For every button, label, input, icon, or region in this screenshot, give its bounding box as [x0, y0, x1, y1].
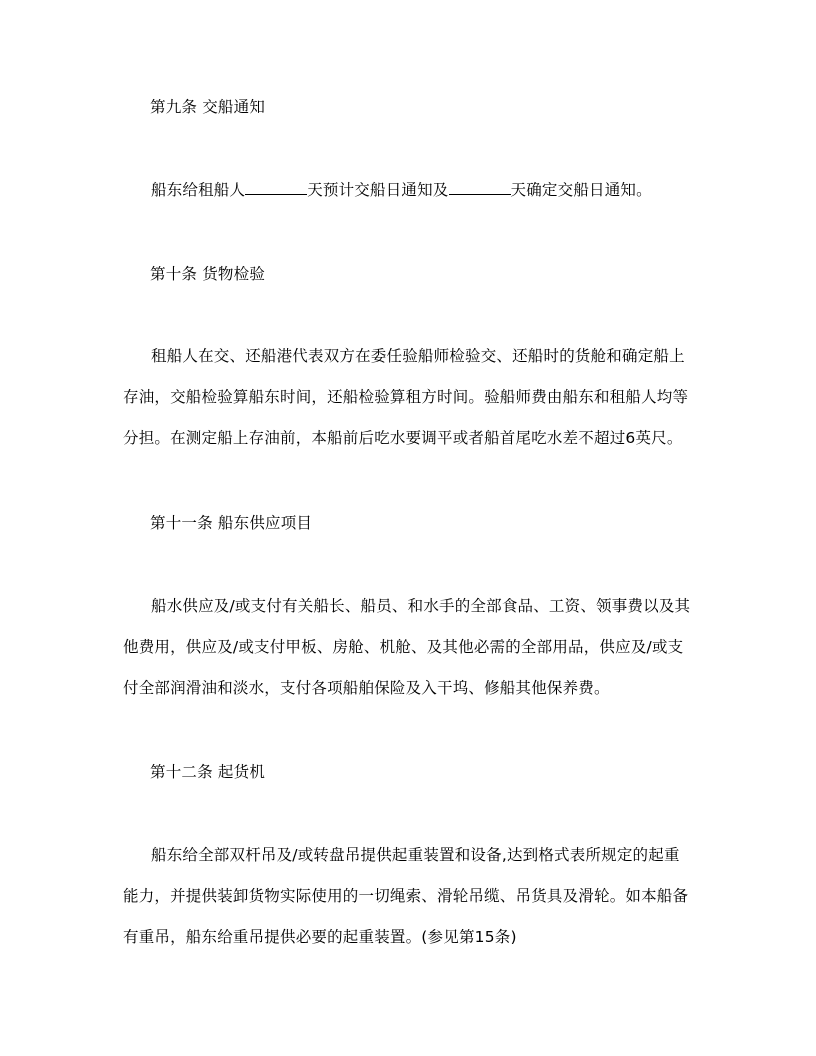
- article-11-line-1: 船水供应及/或支付有关船长、船员、和水手的全部食品、工资、领事费以及其: [151, 597, 691, 615]
- article-11-body: [123, 596, 703, 719]
- fill-in-blank-2: [449, 180, 511, 195]
- article-11-line-3: 付全部润滑油和淡水，支付各项船舶保险及入干坞、修船其他保养费。: [123, 679, 610, 697]
- article-10-line-2: 存油，交船检验算船东时间，还船检验算租方时间。验船师费由船东和租船人均等: [123, 388, 689, 406]
- article-9-text-part-1: 船东给租船人: [151, 181, 246, 199]
- article-9-body: [151, 180, 652, 200]
- article-10-heading: 第十条 货物检验: [150, 265, 266, 283]
- article-9-text-part-3: 天确定交船日通知。: [510, 181, 652, 199]
- article-10-line-3: 分担。在测定船上存油前，本船前后吃水要调平或者船首尾吃水差不超过6英尺。: [123, 429, 683, 447]
- article-12-heading: 第十二条 起货机: [150, 763, 266, 781]
- article-9-heading: 第九条 交船通知: [150, 98, 266, 116]
- article-9-text-part-2: 天预计交船日通知及: [307, 181, 449, 199]
- article-12-line-3: 有重吊，船东给重吊提供必要的起重装置。(参见第15条): [123, 928, 517, 946]
- article-12-line-2: 能力，并提供装卸货物实际使用的一切绳索、滑轮吊缆、吊货具及滑轮。如本船备: [123, 887, 689, 905]
- article-10-line-1: 租船人在交、还船港代表双方在委任验船师检验交、还船时的货舱和确定船上: [151, 347, 685, 365]
- article-12-line-1: 船东给全部双杆吊及/或转盘吊提供起重装置和设备,达到格式表所规定的起重: [151, 846, 680, 864]
- article-11-line-2: 他费用，供应及/或支付甲板、房舱、机舱、及其他必需的全部用品，供应及/或支: [123, 638, 684, 656]
- fill-in-blank-1: [245, 180, 307, 195]
- article-10-body: [123, 346, 703, 469]
- article-12-body: [123, 845, 703, 968]
- article-11-heading: 第十一条 船东供应项目: [150, 514, 313, 532]
